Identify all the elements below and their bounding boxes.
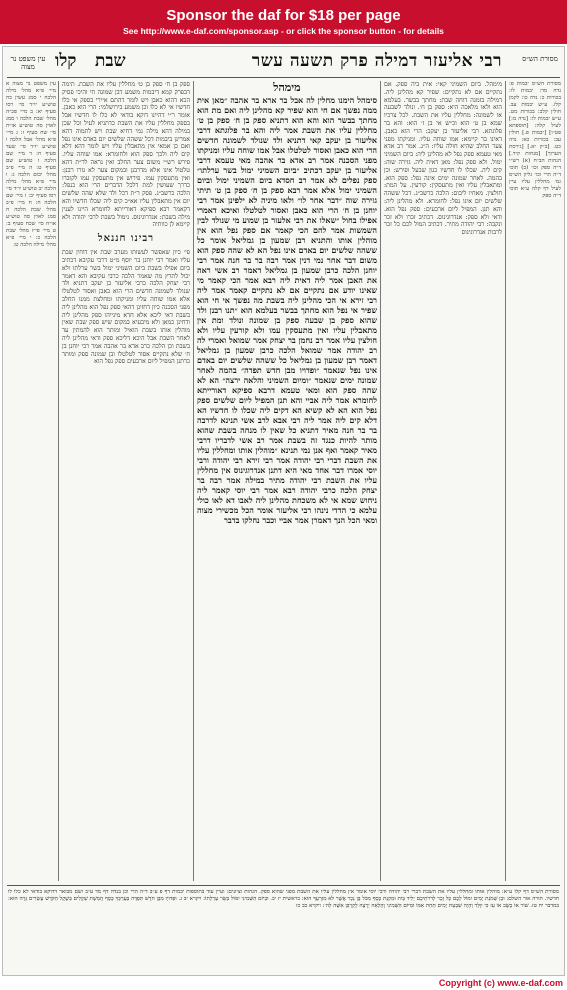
folio-number: קלו: [55, 51, 77, 71]
footer-notes: [8, 889, 559, 969]
rabbeinu-chananel-heading: רבינו חננאל: [97, 233, 155, 245]
right-margin-rule: [505, 81, 506, 881]
left-margin-text: עין משפט נר מצוה א מיי׳ פ״א מהל׳ מילה הלכה י סמג עשין כח טוש״ע יו״ד סי׳ רסו סעיף יא: ב מיי׳ פכ״ה מהל׳ שבת הלכה ו סמג לאוין סה טוש״ע או״ח סי׳ שח סעיף ז: ג מיי׳ פ״א מהל׳ אבל הלכה ו טוש״ע יו״ד סי׳ שעד סעיף ח: ד מיי׳ שם הלכה ז טוש״ע שם סעיף ט: ה מיי׳ פ״ב מהל׳ יבום הלכה ג: ו מיי׳ פ״א מהל׳ מילה הלכה יב טוש״ע יו״ד סי׳ רסו סעיף יב: ז מיי׳ שם הלכה ח: ח מיי׳ פ״ב מהל׳ שבת הלכה ח סמג לאוין סה טוש״ע או״ח סי׳ שכח סעיף ב: ט מיי׳ פי״ז מהל׳ שבת הלכה כ: י מיי׳ פ״א מהל׳ מילה הלכה ט:: [6, 81, 56, 248]
masoret-hashas-label: מסורת הש״ס: [522, 55, 558, 63]
footer-notes-text: מסורת הש״ס דף קלו ע״א: מוהלין אותו ומחללין עליו את השבת דברי רבי יהודה ורבי יוסי אומר אין מחללין עליו את השבת מפני שהוא ספק. הגהות וציונים: ועיין עוד בתוספות יבמות דף פ ע״ב ד״ה הרי וכן בנדה דף מד ע״ב ושם מבואר דדוקא בודאי לא כלו לו חדשיו. תורה אור השלם: וּבֶן שְׁמֹנַת יָמִים יִמּוֹל לָכֶם כָּל זָכָר לְדֹרֹתֵיכֶם יְלִיד בָּיִת וּמִקְנַת כֶּסֶף מִכֹּל בֶּן נֵכָר אֲשֶׁר לֹא מִזַּרְעֲךָ הוּא: בראשית יז יב. וּבַיּוֹם הַשְּׁמִינִי יִמּוֹל בְּשַׂר עָרְלָתוֹ: ויקרא יב ג. וּפְדוּיָו מִבֶּן חֹדֶשׁ תִּפְדֶּה בְּעֶרְכְּךָ כֶּסֶף חֲמֵשֶׁת שְׁקָלִים בְּשֶׁקֶל הַקֹּדֶשׁ עֶשְׂרִים גֵּרָה הוּא: במדבר יח טז. שׁוֹר אוֹ כֶשֶׂב אוֹ עֵז כִּי יִוָּלֵד וְהָיָה שִׁבְעַת יָמִים תַּחַת אִמּוֹ וּמִיּוֹם הַשְּׁמִינִי וָהָלְאָה יֵרָצֶה לְקָרְבַּן אִשֶּׁה לַה׳: ויקרא כב כז: [8, 889, 559, 909]
ein-mishpat-label: עין משפט נר מצוה: [10, 55, 46, 71]
rashi-text: מימהל. ביום השמיני קאי: אית ביה ספק. אם נתקיים אם לא נתקיים: שפיר קא מהלינן ליה. דמילה בזמנה דוחה שבת: מחתך בבשר. בעלמא הוא ולאו מלאכה היא: ספק בן ח׳. ונולד לשבעה או לשמונה: מחללין עליו את השבת. לכל צרכיו שמא בן ט׳ הוא וכ״ש אי בן ז׳ הוא: והא בר פלוגתא. רבי אליעזר בן יעקב: הרי הוא כאבן. דאינו בר קיימא: אמו שוחה עליו. ומניקתו מפני צער החלב שהיא חולה עליו: ה״ג. אמר רב אדא מאי טעמא ספק נפל לא מהלינן ליה: ביום השמיני ימול. ולא ספק נפל: מאן דאית ליה. גזירה שוה: קים ליה. שכלו לו חדשיו כגון שבעל ופירש: וכן בהמה. לאחר שמונה ימים אינה נפל: ספק הוא. ומתאבלין עליו ואין מתעסקין: קורעין. על המת: חולצין. מאחיו ליבום: הלכה כרשב״ג. דכל ששהה שלשים יום אינו נפל: לחומרא. ולא מהלינן ליה: והא תנן. המפיל ליום ארבעים: ספק נפל הוא. ודאי ולא ספק: אנדרוגינוס. דכתיב זכרו ולא זכר ונקבה: רבי יהודה מתיר. דכתיב המול לכם כל זכר לרבות אנדרוגינוס: [384, 81, 502, 237]
header-divider: [7, 77, 560, 78]
left-margin-rule: [58, 81, 59, 881]
left-margin-column: [6, 81, 56, 881]
gemara-column: [197, 81, 377, 881]
sponsor-banner[interactable]: [0, 0, 567, 44]
sponsor-title[interactable]: Sponsor the daf for $18 per page: [166, 7, 401, 24]
copyright-notice[interactable]: Copyright (c) www.e-daf.com: [438, 978, 563, 988]
tosafot-column: [62, 81, 190, 881]
right-margin-text: מסורת הש״ס יבמות פ: נדה מד: יבמות לו: בכורות כ: נדה כו: לקמן קלז. ע״ש יבמות עב. חולין קלב: בכורות מט. ע״ש יבמות לו: [נדה מ:] לעיל קלה: [תוספתא פט״ו] [יבמות פ.] חולין עב: בכורות כא: נדה כט. [ב״ק יא.] [גירסת הערוך] [מנחות קיד.] הגהות הב״ח (א) רש״י ד״ה ספק וכו׳ (ב) תוס׳ ד״ה הרי וכו׳ גליון הש״ס גמ׳ מחללין עליו עיין לעיל דף קלה ע״א תוס׳ ד״ה ספק: [509, 81, 561, 199]
footer-divider: [7, 885, 560, 886]
chapter-title: רבי אליעזר דמילה פרק תשעה עשר: [251, 51, 502, 71]
rabbeinu-chananel-text: פי׳ כיון שאפשר לעשותו מערב שבת אין דוחין שבת עליו ואמר רבי יוחנן בר יוסף מ״ט דרבי עקיבא דכתיב ביום אפילו בשבת ביום השמיני ימול בשר ערלתו ולא יכול לתרץ מה שאמר הלכה כרבי עקיבא והא דאמר רבי יצחק הלכה כרבי אליעזר בן יעקב דתניא ולד שנולד לשמונה חדשים הרי הוא כאבן ואסור לטלטלו אלא אמו שוחה עליו ומניקתו ומחלצת ממנו החלב מפני הסכנה כיון דחזינן דהאי ספק נפל הוא מהלינן ליה בשבת דאי ליכא אלא חדא מינייהו ספק מהלינן ליה ודחינן כמאן ולא מיבעיא במקום שיש ספק שבת שאין מוהלין אותו בשבת הואיל ומותר הוא להמתין עד לאחר השבת אבל היכא דליכא ספק ודאי מהלינן ליה בשבת וכן הלכה כרב אדא בר אהבה אמר רבי יוחנן בן ח׳ שלא נתקיים אסור לטלטלו ובן שמונה ספק ומותר כדתנן המפיל ליום ארבעים ספק נפל הוא: [62, 249, 190, 366]
sponsor-subtitle[interactable]: See http://www.e-daf.com/sponsor.asp - or click the sponsor button - for details: [123, 26, 444, 36]
gemara-text: סימהל הימנו מחלין לה אבל בר ארא בר אהבה ״מאן אית ממה נפשך אם חי הוא שפיר קא מהלינן ליה ואם מת הוא מחתך בבשר הוא והא הוא דתניא ספק בן ח׳ ספק בן ט׳ מחללין עליו את השבת אמר ליה והא בר פלוגתא דרבי אליעזר בן יעקב קאי דתניא ולד שנולד לשמונה חדשים הרי הוא כאבן ואסור לטלטלו אבל אמו שוחה עליו ומניקתו מפני הסכנה אמר רב אדא בר אהבה מאי טעמא דרבי אליעזר בן יעקב דכתיב ״ביום השמיני ימול בשר ערלתו״ ספק נפלים לא אמר רב חסדא ביום השמיני ימול וביום השמיני ימול אלא אמר רבא ספק בן ח׳ ספק בן ט׳ תיתי גזירה שוה ״דבר אחר לו״ ולאו מיניה לא ילפינן אמר רבי יוחנן בן ח׳ הרי הוא כאבן ואסור לטלטלו ואיכא דאמרי אפילו בחול ״שאלו את רבי אלעזר בן שמוע מי שנולד לבין השמשות אמר להם הכי קאמר אם ספק נפל הוא אין מוהלין אותו והתניא רבן שמעון בן גמליאל אומר כל ששהה שלשים יום באדם אינו נפל הא לא שהה ספק הוא משום דבר אחר נמי דנין אמר רבה בר בר חנה אמר רבי יוחנן הלכה כרבן שמעון בן גמליאל דאמר רב אשי ראה את האבן אמר ליה דאית ליה רבא אמר הכי קאמר מי שאינו יודע אם נתקיים אם לא נתקיים קאמר אמר ליה רבי זירא אי הכי מהלינן ליה בשבת מה נפשך אי חי הוא שפיר אי נפל הוא מחתך בבשר בעלמא הוא ״תנו רבנן ולד שהוא ספק בן שבעה ספק בן שמונה ונולד ומת אין מתאבלין עליו ואין מתעסקין עמו ולא קורעין עליו ולא חולצין עליו אמר רב נחמן בר יצחק אמר שמואל ואמרי לה רב יהודה אמר שמואל הלכה כרבן שמעון בן גמליאל דאמר רבן שמעון בן גמליאל כל ששהה שלשים יום באדם אינו נפל שנאמר ״ופדויו מבן חדש תפדה״ בהמה לאחר שמונה ימים שנאמר ״ומיום השמיני והלאה ירצה״ הא לא שהה ספק הוא ומאי טעמא דרבא ספיקא דאורייתא לחומרא אמר ליה אביי והא תנן המפיל ליום שלשים ספק נפל הוא הא לא קשיא הא דקים ליה שכלו לו חדשיו הא דלא קים ליה אמר ליה רבי אבא לרב אשי תנינא לדרבה בר בר חנה מאיר דתניא כל שאין לו מנחה בשבת שהוא מותר להיות כנגד זה בשבת אמר רב אשי לדבריו דרבי מאיר קאמר ואף אנן נמי תנינא ״מוהלין אותו ומחללין עליו את השבת דברי רבי יהודה אמר רבי זירא רבי יהודה ורבי יוסי אמרו דבר אחד מאי היא דתנן אנדרוגינוס אין מחללין עליו את השבת רבי יהודה מתיר במילה אמר רבה בר יצחק הלכה כרבי יהודה רבא אמר רבי יוסי קאמר ליה ניחוש שמא אי לא משכחת מהלינן ליה לאבו דא לאו כולי עלמא כי הדדי נינהו רבי אליעזר אומר הכל מכשירי מצוה ומאי הכל הנך דאמרן אמר אביי וכבר נחלקו בדבר: [197, 95, 377, 525]
right-margin-column: [509, 81, 561, 881]
talmud-page: [2, 46, 565, 976]
gemara-rule: [193, 81, 194, 881]
tractate-name: שבת: [95, 51, 126, 71]
gemara-heading: מימהל: [273, 81, 301, 94]
rashi-column: [384, 81, 502, 881]
rashi-rule: [380, 81, 381, 881]
tosafot-text: ספק בן ח׳ ספק בן ט׳ מחללין עליו את השבת. תימה דבפרק קמא דיבמות משמע דבן שמונה חי והיכי פסיק הכא דהוא כאבן ויש לומר דהתם איירי בספק אי כלו חדשיו אי לא כלו וכן משמע בירושלמי: הרי הוא כאבן. אומר ר״י דהיינו דוקא בודאי לא כלו לו חדשיו אבל בספק מחללין עליו את השבת כדתניא לעיל וכל שכן במילה דהא מילה נמי דחיא שבת ויש לתמוה דהא אמרינן ביבמות דכל ששהה שלשים יום באדם אינו נפל ואם כן אמאי אין מתאבלין עליו ויש לומר דהא דלא קים ליה ולכך ספק הוא ולחומרא: אמו שוחה עליו. פירש רש״י משום צער החלב ואין נראה לר״ת דהא טלטול אינו אלא מדרבנן ובמקום צער לא גזרו רבנן: ואין מתעסקין עמו. פירוש אין מתעסקין עמו לקוברו כדרך שעושין למת דלכל הדברים הרי הוא כנפל: הלכה כרשב״ג. פסק ר״ת דכל ולד שלא שהה שלשים יום אין מתאבלין עליו אא״כ קים ליה שכלו חדשיו והא דקאמר רבא ספיקא דאורייתא לחומרא היינו לענין מילה בשבת: אנדרוגינוס. נימול בשבת לרבי יהודה ולא קיימא לן כוותיה: [62, 81, 190, 229]
page-header: [3, 49, 564, 77]
